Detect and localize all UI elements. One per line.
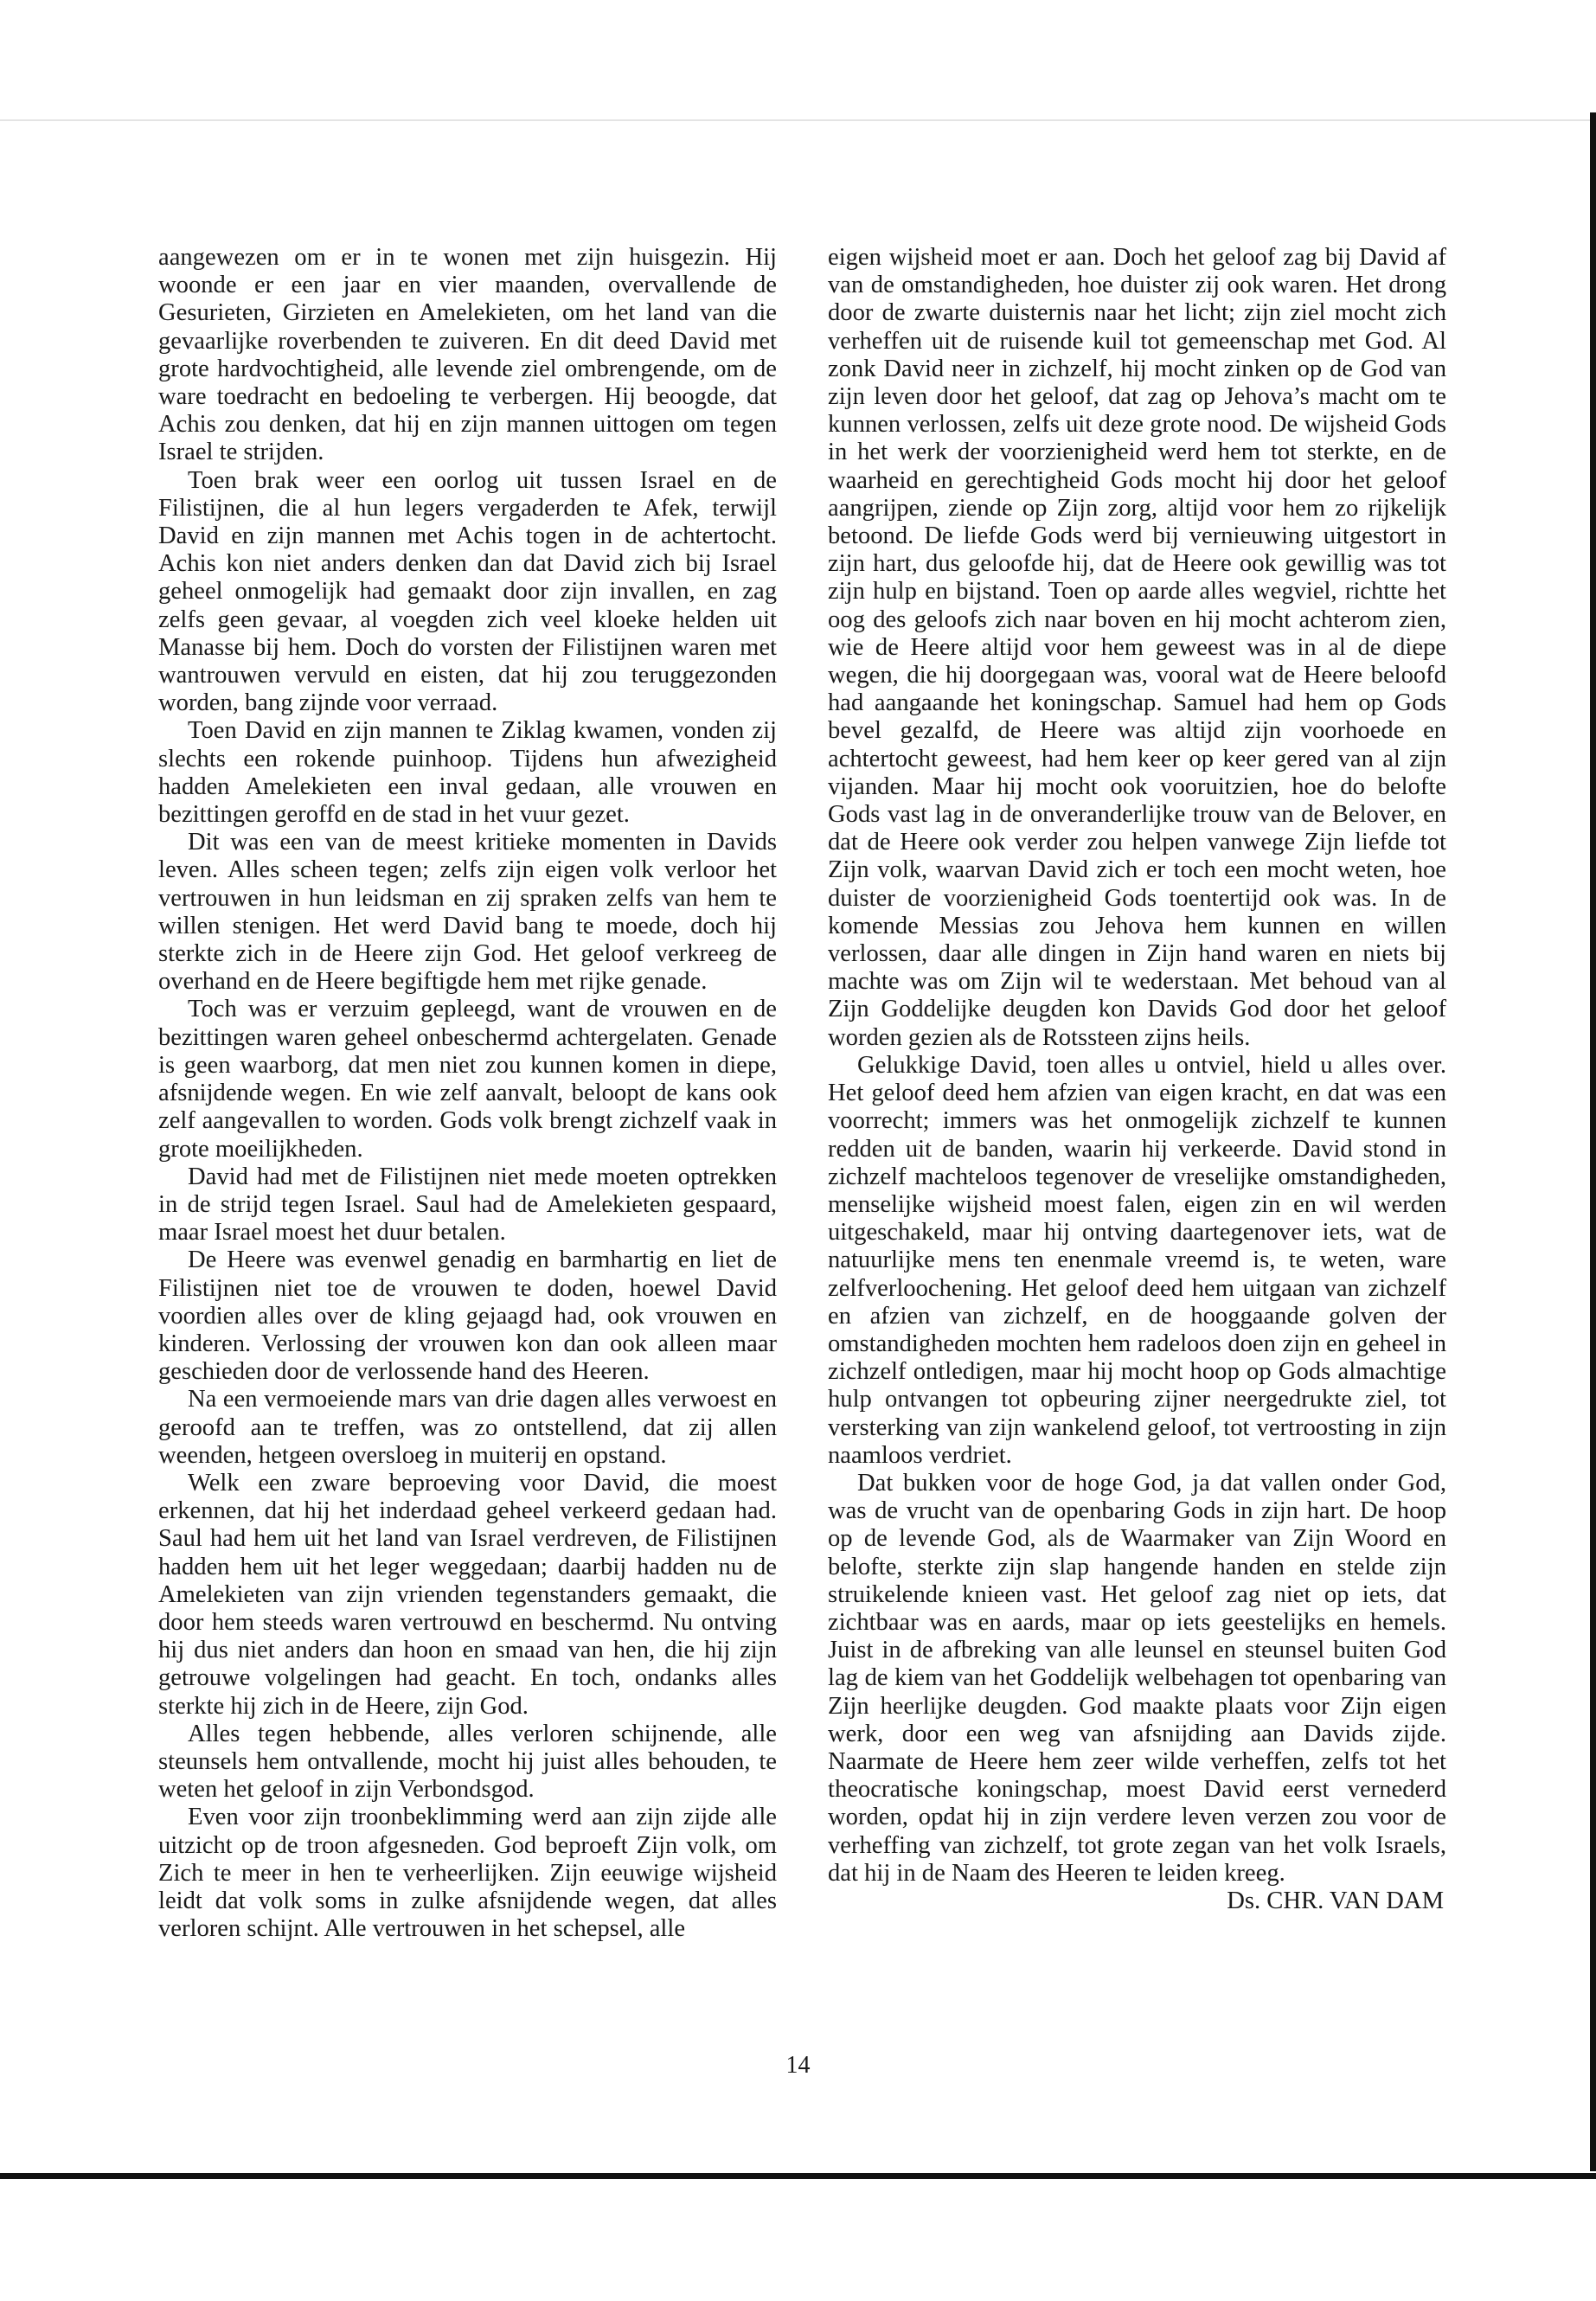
author-signature: Ds. CHR. VAN DAM: [1227, 1887, 1444, 1914]
paragraph: Toen brak weer een oorlog uit tussen Israel en de Filistijnen, die al hun legers vergaderden te Afek, terwijl David en zijn mannen met Achis togen in de achtertocht. Achis kon niet anders denken dan dat David zich bij Israel geheel onmogelijk had gemaakt door zijn invallen, en zag zelfs geen gevaar, al voegden zich veel kloeke helden uit Manasse bij hem. Doch do vorsten der Filistijnen waren met wantrouwen vervuld en eisten, dat hij zou teruggezonden worden, bang zijnde voor verraad.: [158, 466, 777, 717]
paragraph: De Heere was evenwel genadig en barmhartig en liet de Filistijnen niet toe de vrouwen te doden, hoewel David voordien alles over de kling gejaagd had, ook vrouwen en kinderen. Verlossing der vrouwen kon dan ook alleen maar geschieden door de verlossende hand des Heeren.: [158, 1247, 777, 1386]
paragraph: Gelukkige David, toen alles u ontviel, hield u alles over. Het geloof deed hem afzien van eigen kracht, en dat was een voorrecht; immers was het onmogelijk zichzelf te kunnen redden uit de banden, waarin hij verkeerde. David stond in zichzelf machteloos tegenover de vreselijke omstandigheden, menselijke wijsheid moest falen, eigen zin en wil werden uitgeschakeld, maar hij ontving daartegenover iets, wat de natuurlijke mens ten enenmale vreemd is, te weten, ware zelfverloochening. Het geloof deed hem uitgaan van zichzelf en afzien van zichzelf, en de hooggaande golven der omstandigheden mochten hem radeloos doen zijn en geheel in zichzelf ontledigen, maar hij mocht hoop op Gods almachtige hulp ontvangen tot opbeuring zijner neergedrukte ziel, tot versterking van zijn wankelend geloof, tot vertroosting in zijn naamloos verdriet.: [828, 1051, 1446, 1469]
scan-right-border: [1590, 112, 1596, 2171]
left-text-column: [158, 244, 777, 1943]
paragraph: Even voor zijn troonbeklimming werd aan zijn zijde alle uitzicht op de troon afgesneden. God beproeft Zijn volk, om Zich te meer in hen te verheerlijken. Zijn eeuwige wijsheid leidt dat volk soms in zulke afsnijdende wegen, dat alles verloren schijnt. Alle vertrouwen in het schepsel, alle: [158, 1804, 777, 1943]
paragraph: Dit was een van de meest kritieke momenten in Davids leven. Alles scheen tegen; zelfs zijn eigen volk verloor het vertrouwen in hun leidsman en zij spraken zelfs van hem te willen stenigen. Het werd David bang te moede, doch hij sterkte zich in de Heere zijn God. Het geloof verkreeg de overhand en de Heere begiftigde hem met rijke genade.: [158, 829, 777, 996]
paragraph: Welk een zware beproeving voor David, die moest erkennen, dat hij het inderdaad geheel verkeerd gedaan had. Saul had hem uit het land van Israel verdreven, de Filistijnen hadden hem uit het leger weggedaan; daarbij hadden nu de Amelekieten van zijn vrienden tegenstanders gemaakt, die door hem steeds waren vertrouwd en beschermd. Nu ontving hij dus niet anders dan hoon en smaad van hen, die hij zijn getrouwe volgelingen had geacht. En toch, ondanks alles sterkte hij zich in de Heere, zijn God.: [158, 1469, 777, 1720]
paragraph: Dat bukken voor de hoge God, ja dat vallen onder God, was de vrucht van de openbaring Gods in zijn hart. De hoop op de levende God, als de Waarmaker van Zijn Woord en belofte, sterkte zijn slap hangende handen en stelde zijn struikelende knieen vast. Het geloof zag niet op iets, dat zichtbaar was en aards, maar op iets geestelijks en hemels. Juist in de afbreking van alle leunsel en steunsel buiten God lag de kiem van het Goddelijk welbehagen tot openbaring van Zijn heerlijke deugden. God maakte plaats voor Zijn eigen werk, door een weg van afsnijding aan Davids zijde. Naarmate de Heere hem zeer wilde verheffen, zelfs tot het theocratische koningschap, moest David eerst vernederd worden, opdat hij in zijn verdere leven verzen zou voor de verheffing van zichzelf, tot grote zegan van het volk Israels, dat hij in de Naam des Heeren te leiden kreeg.: [828, 1469, 1446, 1887]
paragraph: Toch was er verzuim gepleegd, want de vrouwen en de bezittingen waren geheel onbeschermd achtergelaten. Genade is geen waarborg, dat men niet zou kunnen komen in diepe, afsnijdende wegen. En wie zelf aanvalt, beloopt de kans ook zelf aangevallen to worden. Gods volk brengt zichzelf vaak in grote moeilijkheden.: [158, 996, 777, 1163]
paragraph: aangewezen om er in te wonen met zijn huisgezin. Hij woonde er een jaar en vier maanden, overvallende de Gesurieten, Girzieten en Amelekieten, om het land van die gevaarlijke roverbenden te zuiveren. En dit deed David met grote hardvochtigheid, alle levende ziel ombrengende, om de ware toedracht en bedoeling te verbergen. Hij beoogde, dat Achis zou denken, dat hij en zijn mannen uittogen om tegen Israel te strijden.: [158, 244, 777, 466]
paragraph: Toen David en zijn mannen te Ziklag kwamen, vonden zij slechts een rokende puinhoop. Tijdens hun afwezigheid hadden Amelekieten een inval gedaan, alle vrouwen en bezittingen geroffd en de stad in het vuur gezet.: [158, 717, 777, 829]
right-text-column: [828, 244, 1446, 1915]
paragraph: Na een vermoeiende mars van drie dagen alles verwoest en geroofd aan te treffen, was zo ontstellend, dat zij allen weenden, hetgeen oversloeg in muiterij en opstand.: [158, 1386, 777, 1469]
page-number: 14: [785, 2052, 811, 2079]
scan-top-edge: [0, 119, 1596, 121]
paragraph: Alles tegen hebbende, alles verloren schijnende, alle steunsels hem ontvallende, mocht hij juist alles behouden, te weten het geloof in zijn Verbondsgod.: [158, 1720, 777, 1804]
paragraph: David had met de Filistijnen niet mede moeten optrekken in de strijd tegen Israel. Saul had de Amelekieten gespaard, maar Israel moest het duur betalen.: [158, 1163, 777, 1247]
scan-bottom-border: [0, 2173, 1596, 2179]
paragraph: eigen wijsheid moet er aan. Doch het geloof zag bij David af van de omstandigheden, hoe duister zij ook waren. Het drong door de zwarte duisternis naar het licht; zijn ziel mocht zich verheffen uit de ruisende kuil tot gemeenschap met God. Al zonk David neer in zichzelf, hij mocht zinken op de God van zijn leven door het geloof, dat zag op Jehova’s macht om te kunnen verlossen, zelfs uit deze grote nood. De wijsheid Gods in het werk der voorzienigheid werd hem tot sterkte, en de waarheid en gerechtigheid Gods mocht hij door het geloof aangrijpen, ziende op Zijn zorg, altijd voor hem zo rijkelijk betoond. De liefde Gods werd bij vernieuwing uitgestort in zijn hart, dus geloofde hij, dat de Heere ook gewillig was tot zijn hulp en bijstand. Toen op aarde alles wegviel, richtte het oog des geloofs zich naar boven en hij mocht achterom zien, wie de Heere altijd voor hem geweest was in al de diepe wegen, die hij doorgegaan was, vooral wat de Heere beloofd had aangaande het koningschap. Samuel had hem op Gods bevel gezalfd, de Heere was altijd zijn voorhoede en achtertocht geweest, had hem keer op keer gered van al zijn vijanden. Maar hij mocht ook vooruitzien, hoe do belofte Gods vast lag in de onveranderlijke trouw van de Belover, en dat de Heere ook verder zou helpen vanwege Zijn liefde tot Zijn volk, waarvan David zich er toch een mocht weten, hoe duister de voorzienigheid Gods toentertijd ook was. In de komende Messias zou Jehova hem kunnen en willen verlossen, daar alle dingen in Zijn hand waren en niets bij machte was om Zijn wil te wederstaan. Met behoud van al Zijn Goddelijke deugden kon Davids God door het geloof worden gezien als de Rotssteen zijns heils.: [828, 244, 1446, 1051]
